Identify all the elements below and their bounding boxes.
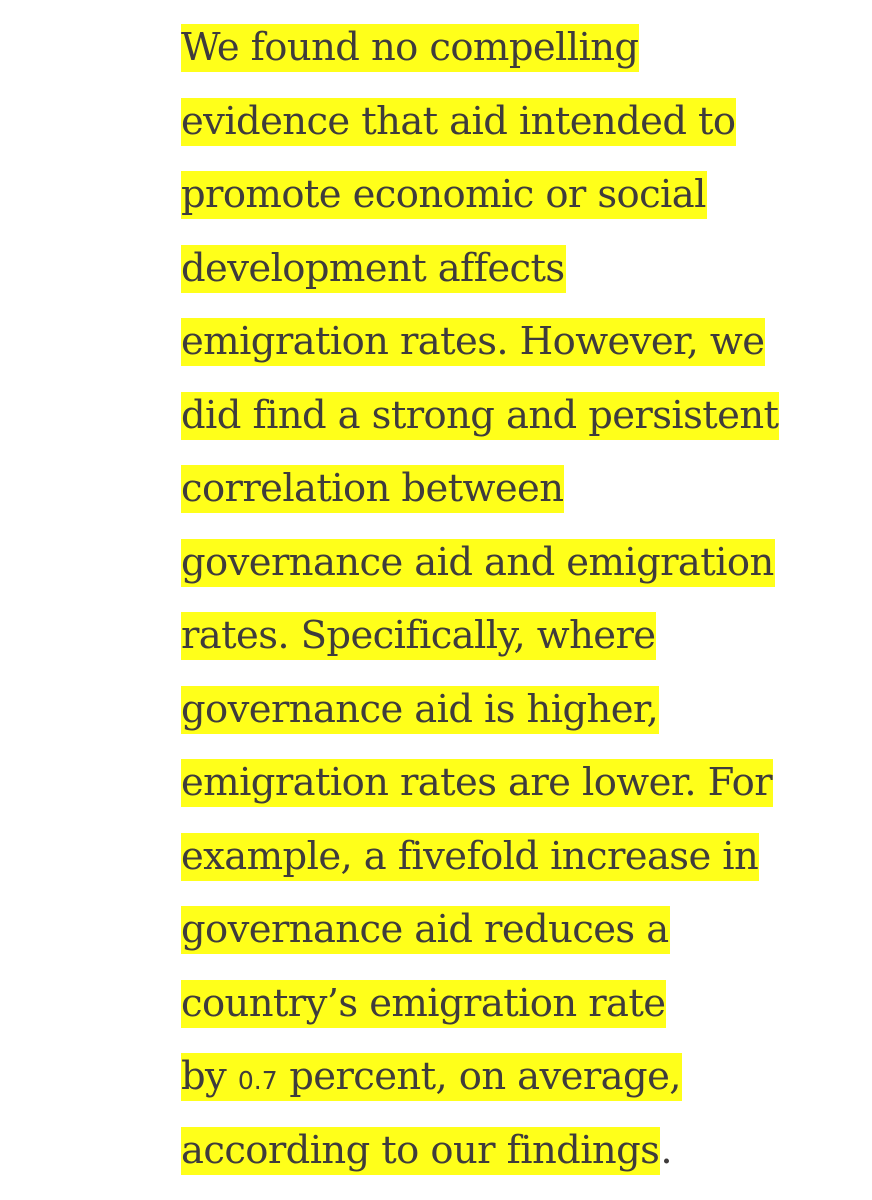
statistic-value: 0.7 — [237, 1066, 278, 1095]
text-line — [181, 308, 861, 382]
highlighted-text: correlation between — [181, 466, 564, 511]
text-line — [181, 455, 861, 529]
highlighted-text: example, a fivefold increase in — [181, 833, 759, 879]
highlighted-text: emigration rates. However, we — [181, 319, 765, 364]
text-line — [181, 823, 861, 897]
highlighted-text: governance aid reduces a — [181, 907, 669, 952]
sentence-period: . — [660, 1127, 672, 1173]
text-line — [181, 1117, 861, 1191]
text-segment: percent, on average, — [277, 1054, 681, 1099]
text-segment: by — [181, 1054, 238, 1099]
highlighted-text: evidence that aid intended to — [181, 98, 736, 144]
highlighted-text: governance aid is higher, — [181, 686, 659, 732]
text-line — [181, 14, 861, 88]
highlighted-text: emigration rates are lower. For — [181, 760, 773, 805]
text-line — [181, 602, 861, 676]
text-line — [181, 896, 861, 970]
highlighted-text: promote economic or social — [181, 172, 706, 217]
text-line — [181, 88, 861, 162]
highlighted-text: country’s emigration rate — [181, 980, 666, 1026]
highlighted-text: We found no compelling — [181, 25, 639, 70]
text-line — [181, 749, 861, 823]
highlighted-text — [181, 1053, 682, 1101]
text-line — [181, 235, 861, 309]
highlighted-text: did find a strong and persistent — [181, 392, 779, 438]
highlighted-text: according to our findings — [181, 1127, 660, 1173]
article-paragraph — [181, 14, 861, 1190]
text-line — [181, 1043, 861, 1117]
highlighted-text: development affects — [181, 245, 565, 291]
highlighted-text: rates. Specifically, where — [181, 613, 656, 658]
text-line — [181, 529, 861, 603]
text-line — [181, 676, 861, 750]
text-line — [181, 382, 861, 456]
text-line — [181, 970, 861, 1044]
highlighted-text: governance aid and emigration — [181, 539, 774, 585]
text-line — [181, 161, 861, 235]
